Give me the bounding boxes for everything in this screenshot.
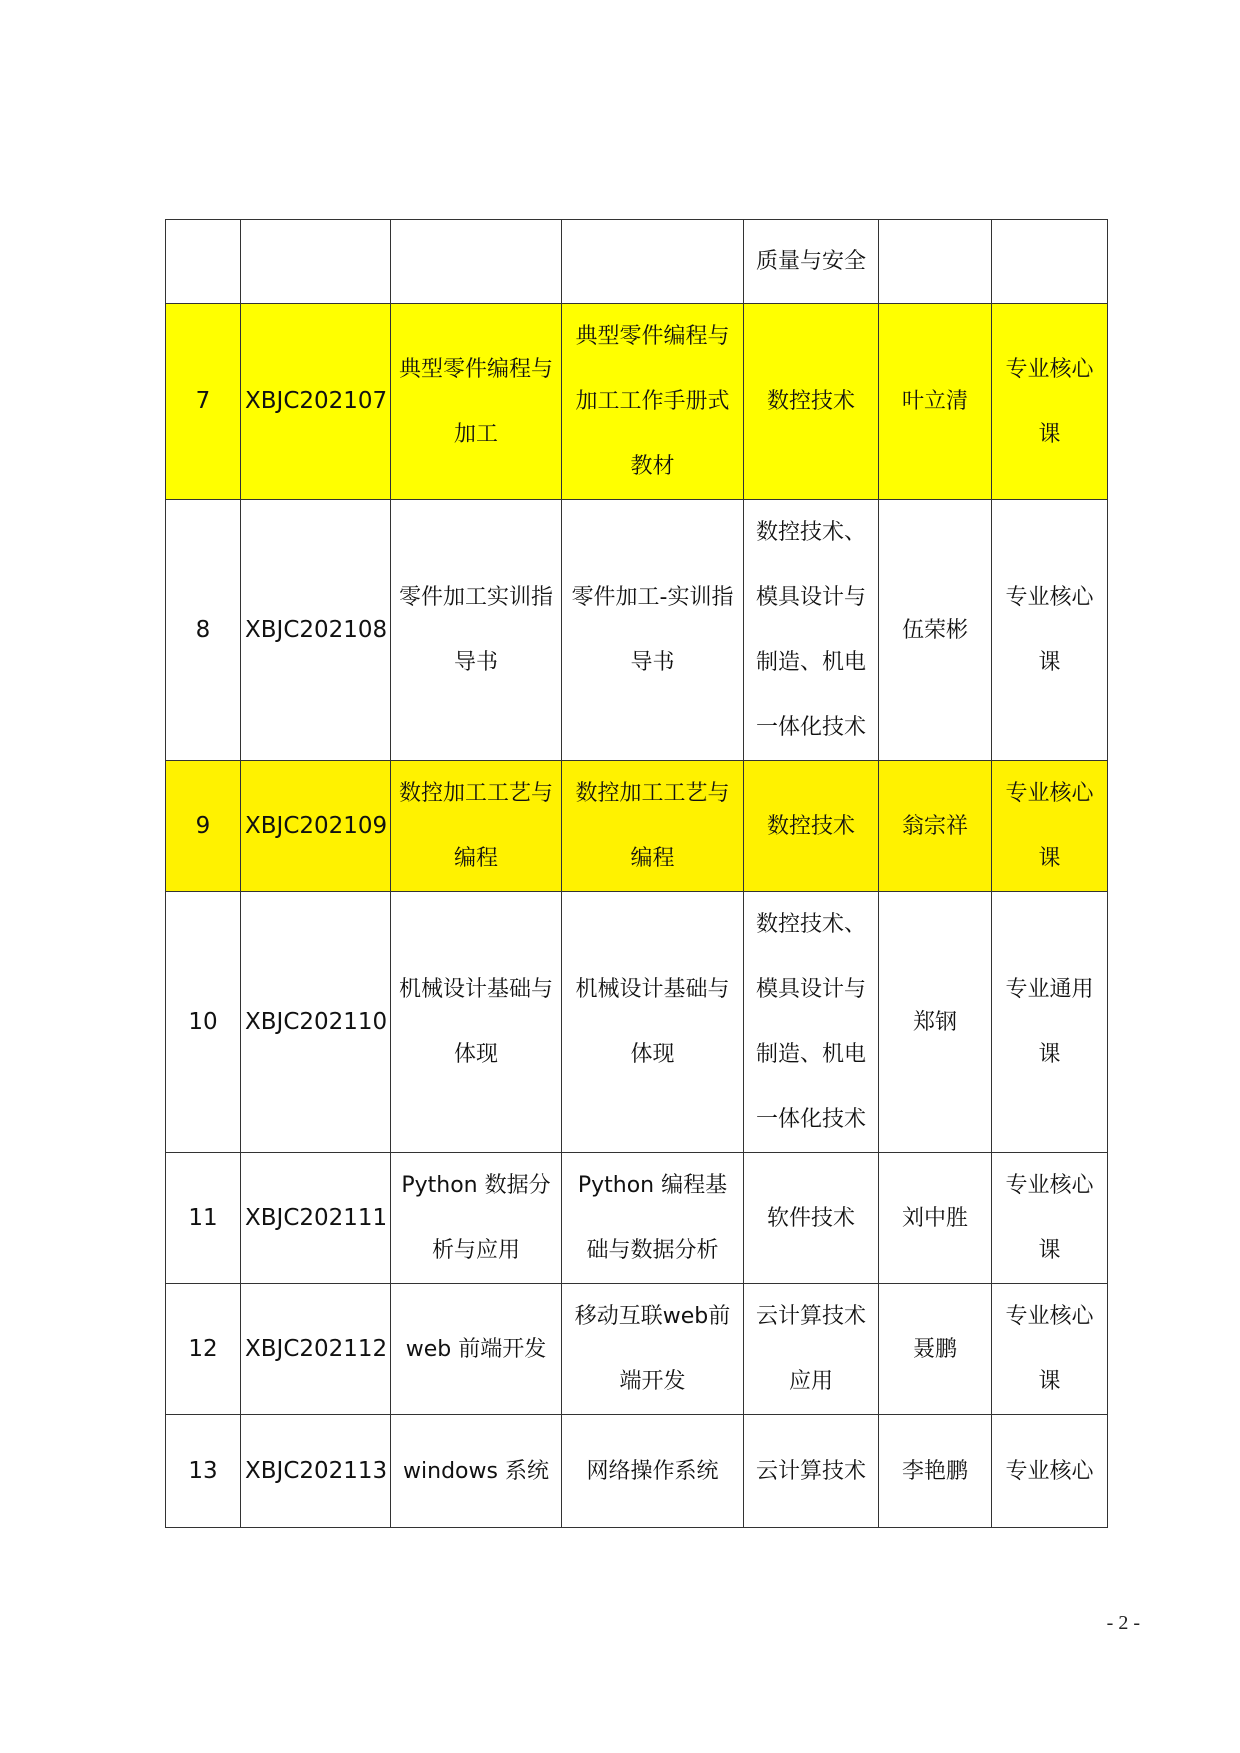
table-row — [166, 1284, 1108, 1415]
cell-course-type: 专业核心课 — [992, 304, 1108, 500]
cell-course: web 前端开发 — [391, 1284, 562, 1415]
cell-major: 数控技术、模具设计与制造、机电一体化技术 — [744, 500, 879, 761]
page-number: - 2 - — [1106, 1612, 1140, 1634]
cell-textbook: 典型零件编程与加工工作手册式教材 — [562, 304, 744, 500]
cell-editor: 李艳鹏 — [879, 1415, 992, 1528]
cell-number: 11 — [166, 1153, 241, 1284]
cell-code: XBJC202110 — [241, 892, 391, 1153]
cell-course: 典型零件编程与加工 — [391, 304, 562, 500]
cell-editor: 刘中胜 — [879, 1153, 992, 1284]
cell-course-type: 专业通用课 — [992, 892, 1108, 1153]
cell-major: 质量与安全 — [744, 220, 879, 304]
cell-number — [166, 220, 241, 304]
cell-course — [391, 220, 562, 304]
table-row — [166, 1415, 1108, 1528]
cell-course: 机械设计基础与体现 — [391, 892, 562, 1153]
cell-course: windows 系统 — [391, 1415, 562, 1528]
table-row — [166, 220, 1108, 304]
cell-number: 8 — [166, 500, 241, 761]
cell-course-type — [992, 220, 1108, 304]
cell-textbook: 网络操作系统 — [562, 1415, 744, 1528]
table-row — [166, 500, 1108, 761]
cell-code — [241, 220, 391, 304]
cell-textbook: 机械设计基础与体现 — [562, 892, 744, 1153]
cell-textbook: 零件加工-实训指导书 — [562, 500, 744, 761]
cell-major: 云计算技术应用 — [744, 1284, 879, 1415]
table-row — [166, 761, 1108, 892]
cell-code: XBJC202113 — [241, 1415, 391, 1528]
cell-course: 零件加工实训指导书 — [391, 500, 562, 761]
cell-number: 9 — [166, 761, 241, 892]
cell-editor: 聂鹏 — [879, 1284, 992, 1415]
cell-course-type: 专业核心课 — [992, 500, 1108, 761]
cell-number: 7 — [166, 304, 241, 500]
cell-number: 12 — [166, 1284, 241, 1415]
cell-major: 数控技术、模具设计与制造、机电一体化技术 — [744, 892, 879, 1153]
cell-editor: 伍荣彬 — [879, 500, 992, 761]
cell-major: 云计算技术 — [744, 1415, 879, 1528]
cell-course-type: 专业核心课 — [992, 761, 1108, 892]
table-row — [166, 304, 1108, 500]
cell-course: Python 数据分析与应用 — [391, 1153, 562, 1284]
cell-code: XBJC202112 — [241, 1284, 391, 1415]
cell-textbook: 移动互联web前端开发 — [562, 1284, 744, 1415]
table-row — [166, 892, 1108, 1153]
cell-major: 数控技术 — [744, 304, 879, 500]
cell-course-type: 专业核心 — [992, 1415, 1108, 1528]
cell-code: XBJC202111 — [241, 1153, 391, 1284]
cell-textbook: Python 编程基础与数据分析 — [562, 1153, 744, 1284]
cell-editor — [879, 220, 992, 304]
cell-editor: 叶立清 — [879, 304, 992, 500]
cell-editor: 郑钢 — [879, 892, 992, 1153]
cell-textbook — [562, 220, 744, 304]
cell-textbook: 数控加工工艺与编程 — [562, 761, 744, 892]
cell-course-type: 专业核心课 — [992, 1153, 1108, 1284]
cell-code: XBJC202108 — [241, 500, 391, 761]
cell-major: 软件技术 — [744, 1153, 879, 1284]
table-row — [166, 1153, 1108, 1284]
cell-code: XBJC202109 — [241, 761, 391, 892]
cell-number: 13 — [166, 1415, 241, 1528]
cell-major: 数控技术 — [744, 761, 879, 892]
cell-course: 数控加工工艺与编程 — [391, 761, 562, 892]
cell-editor: 翁宗祥 — [879, 761, 992, 892]
cell-code: XBJC202107 — [241, 304, 391, 500]
course-table — [165, 219, 1108, 1528]
cell-course-type: 专业核心课 — [992, 1284, 1108, 1415]
cell-number: 10 — [166, 892, 241, 1153]
